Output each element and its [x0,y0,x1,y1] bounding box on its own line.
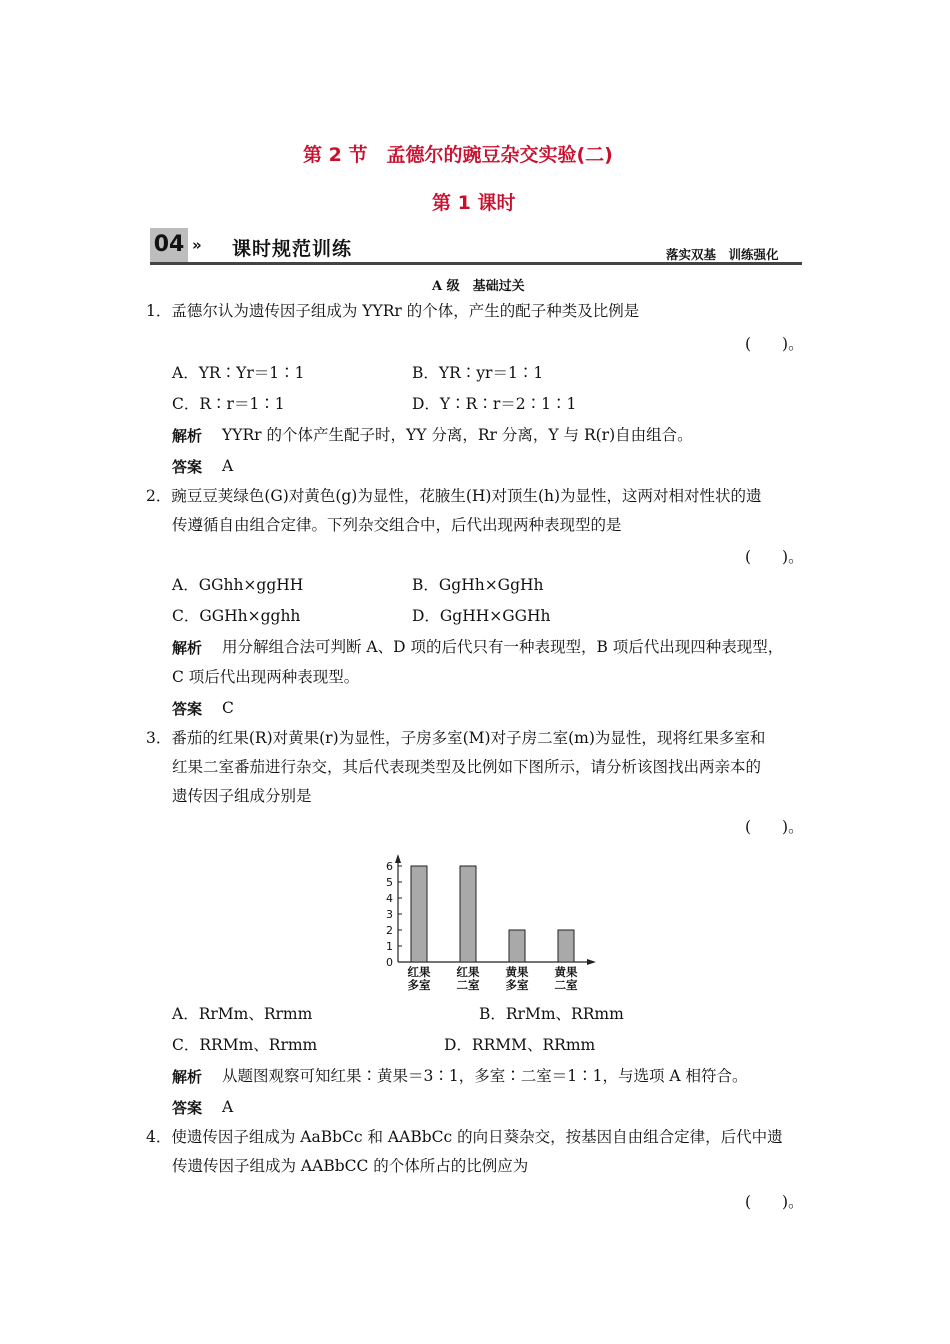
phenotype-bar-chart [360,850,610,1000]
q2-option-d: D．GgHH×GGHh [412,607,551,625]
lesson-subtitle: 第 1 课时 [432,192,516,214]
question-3-stem-line-1: 3．番茄的红果(R)对黄果(r)为显性，子房多室(M)对子房二室(m)为显性，现将红果多室和 [146,729,766,747]
q1-option-d: D．Y∶R∶r＝2∶1∶1 [412,395,577,413]
x-category-label: 多室 [505,978,529,992]
question-3-stem-line-2: 红果二室番茄进行杂交，其后代表现类型及比例如下图所示，请分析该图找出两亲本的 [172,758,762,776]
bar [509,930,525,962]
y-tick-label: 5 [386,876,393,889]
q3-answer-label: 答案 [172,1099,203,1117]
x-category-label: 二室 [456,978,480,992]
y-tick-label: 4 [386,892,393,905]
q1-option-b: B．YR∶yr＝1∶1 [412,364,544,382]
answer-paren-3: ( )。 [745,818,804,836]
section-number-badge: 04 [150,228,188,262]
question-3-stem-line-3: 遗传因子组成分别是 [172,787,312,805]
q1-analysis-label: 解析 [172,427,203,445]
y-tick-label: 2 [386,924,393,937]
q2-analysis-line-2: C 项后代出现两种表现型。 [172,668,360,686]
x-category-label: 多室 [407,978,431,992]
q1-option-c: C．R∶r＝1∶1 [172,395,285,413]
x-category-label: 二室 [554,978,578,992]
answer-paren-4: ( )。 [745,1193,804,1211]
q2-option-b: B．GgHh×GgHh [412,576,544,594]
question-1-stem: 1．孟德尔认为遗传因子组成为 YYRr 的个体，产生的配子种类及比例是 [146,302,640,320]
q2-option-c: C．GGHh×gghh [172,607,301,625]
y-axis-arrow-icon [395,854,401,863]
q2-analysis-line-1: 用分解组合法可判断 A、D 项的后代只有一种表现型，B 项后代出现四种表现型， [222,638,784,656]
answer-paren-2: ( )。 [745,548,804,566]
q2-option-a: A．GGhh×ggHH [172,576,304,594]
question-2-stem-line-2: 传遵循自由组合定律。下列杂交组合中，后代出现两种表现型的是 [172,516,622,534]
question-4-stem-line-1: 4．使遗传因子组成为 AaBbCc 和 AABbCc 的向日葵杂交，按基因自由组合定律，后代中遗 [146,1128,783,1146]
x-category-label: 黄果 [505,965,529,979]
question-4-stem-line-2: 传遗传因子组成为 AABbCC 的个体所占的比例应为 [172,1157,529,1175]
x-category-label: 黄果 [554,965,578,979]
bar [460,866,476,962]
bar [558,930,574,962]
y-tick-label: 1 [386,940,393,953]
y-tick-label: 3 [386,908,393,921]
banner-tagline: 落实双基 训练强化 [666,247,779,262]
q1-option-a: A．YR∶Yr＝1∶1 [172,364,305,382]
bar [411,866,427,962]
q3-option-d: D．RRMM、RRmm [444,1036,596,1054]
banner-title: 课时规范训练 [232,238,353,260]
x-category-label: 红果 [456,965,480,979]
q3-analysis: 从题图观察可知红果∶黄果＝3∶1，多室∶二室＝1∶1，与选项 A 相符合。 [222,1067,748,1085]
q1-answer-label: 答案 [172,458,203,476]
q1-answer: A [222,457,234,475]
q3-answer: A [222,1098,234,1116]
x-axis-arrow-icon [587,959,596,965]
section-title: 第 2 节 孟德尔的豌豆杂交实验(二) [303,144,613,166]
q3-option-c: C．RRMm、Rrmm [172,1036,318,1054]
y-tick-label: 6 [386,860,393,873]
y-tick-label: 0 [386,956,393,969]
q3-analysis-label: 解析 [172,1068,203,1086]
x-category-label: 红果 [407,965,431,979]
double-chevron-icon: » [192,236,202,254]
q2-analysis-label: 解析 [172,639,203,657]
q1-analysis: YYRr 的个体产生配子时，YY 分离，Rr 分离，Y 与 R(r)自由组合。 [222,426,693,444]
answer-paren-1: ( )。 [745,335,804,353]
q3-option-b: B．RrMm、RRmm [479,1005,624,1023]
q2-answer-label: 答案 [172,700,203,718]
q2-answer: C [222,699,234,717]
question-2-stem-line-1: 2．豌豆豆荚绿色(G)对黄色(g)为显性，花腋生(H)对顶生(h)为显性，这两对相对性状的遗 [146,487,762,505]
banner-divider [150,262,802,265]
q3-option-a: A．RrMm、Rrmm [172,1005,313,1023]
level-heading: A 级 基础过关 [432,279,525,294]
